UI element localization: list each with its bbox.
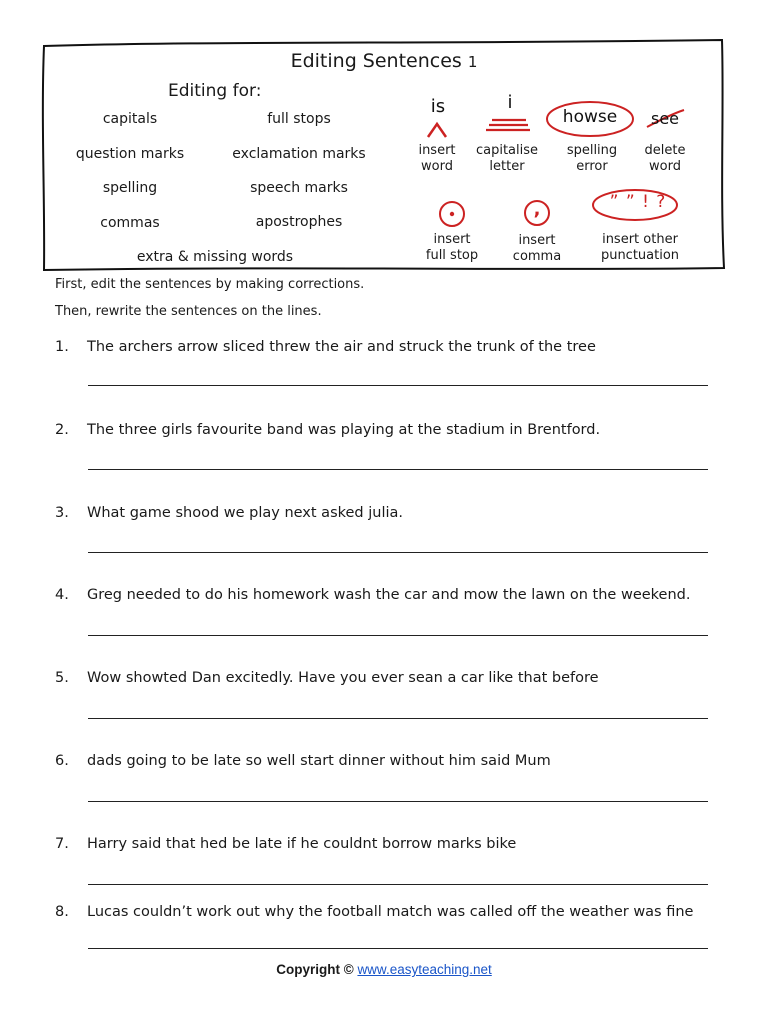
capitalise-lines-icon (486, 120, 530, 130)
answer-line[interactable] (88, 385, 708, 386)
question-number: 3. (55, 505, 69, 521)
instruction-2: Then, rewrite the sentences on the lines. (55, 304, 322, 319)
label-full-stop: insert full stop (425, 232, 479, 263)
term-apostrophes: apostrophes (255, 214, 343, 230)
term-extra-missing-words: extra & missing words (136, 249, 294, 265)
question-text: dads going to be late so well start dinner without him said Mum (87, 753, 551, 769)
label-other-punctuation: insert other punctuation (600, 232, 680, 263)
answer-line[interactable] (88, 948, 708, 949)
caret-icon (428, 124, 446, 137)
term-capitals: capitals (102, 111, 158, 127)
delete-mark: see (650, 109, 680, 128)
question-number: 6. (55, 753, 69, 769)
answer-line[interactable] (88, 801, 708, 802)
question-number: 5. (55, 670, 69, 686)
answer-line[interactable] (88, 884, 708, 885)
term-speech-marks: speech marks (250, 180, 348, 196)
instruction-1: First, edit the sentences by making corrections. (55, 277, 365, 292)
term-question-marks: question marks (75, 146, 185, 162)
term-spelling: spelling (102, 180, 158, 196)
question-text: What game shood we play next asked julia. (87, 505, 404, 521)
label-spelling: spelling error (566, 143, 618, 174)
label-insert-word: insert word (418, 143, 456, 174)
spelling-mark: howse (562, 107, 618, 127)
answer-line[interactable] (88, 552, 708, 553)
question-number: 7. (55, 836, 69, 852)
question-text: The archers arrow sliced threw the air and struck the trunk of the tree (87, 339, 596, 355)
page-title: Editing Sentences 1 (290, 50, 478, 72)
question-number: 2. (55, 422, 69, 438)
term-commas: commas (100, 215, 160, 231)
answer-line[interactable] (88, 635, 708, 636)
question-text: The three girls favourite band was playing at the stadium in Brentford. (87, 422, 601, 438)
website-link[interactable]: www.easyteaching.net (357, 962, 492, 977)
answer-line[interactable] (88, 469, 708, 470)
question-text: Greg needed to do his homework wash the car and mow the lawn on the weekend. (87, 587, 691, 603)
question-number: 4. (55, 587, 69, 603)
footer-copyright: Copyright © www.easyteaching.net (276, 962, 492, 977)
capitalise-mark: i (507, 92, 513, 113)
label-capitalise: capitalise letter (475, 143, 539, 174)
question-text: Harry said that hed be late if he couldnt borrow marks bike (87, 836, 517, 852)
question-text: Wow showted Dan excitedly. Have you ever sean a car like that before (87, 670, 599, 686)
label-delete: delete word (644, 143, 686, 174)
question-number: 8. (55, 904, 69, 920)
term-full-stops: full stops (267, 111, 331, 127)
term-exclamation-marks: exclamation marks (232, 146, 366, 162)
comma-mark: , (533, 199, 541, 220)
question-text: Lucas couldn’t work out why the football match was called off the weather was fine (87, 904, 694, 920)
other-punctuation-mark: ” ” ! ? (609, 192, 667, 212)
label-comma: insert comma (512, 233, 562, 264)
question-number: 1. (55, 339, 69, 355)
answer-line[interactable] (88, 718, 708, 719)
insert-word-mark: is (430, 96, 446, 117)
editing-for-heading: Editing for: (168, 81, 262, 101)
